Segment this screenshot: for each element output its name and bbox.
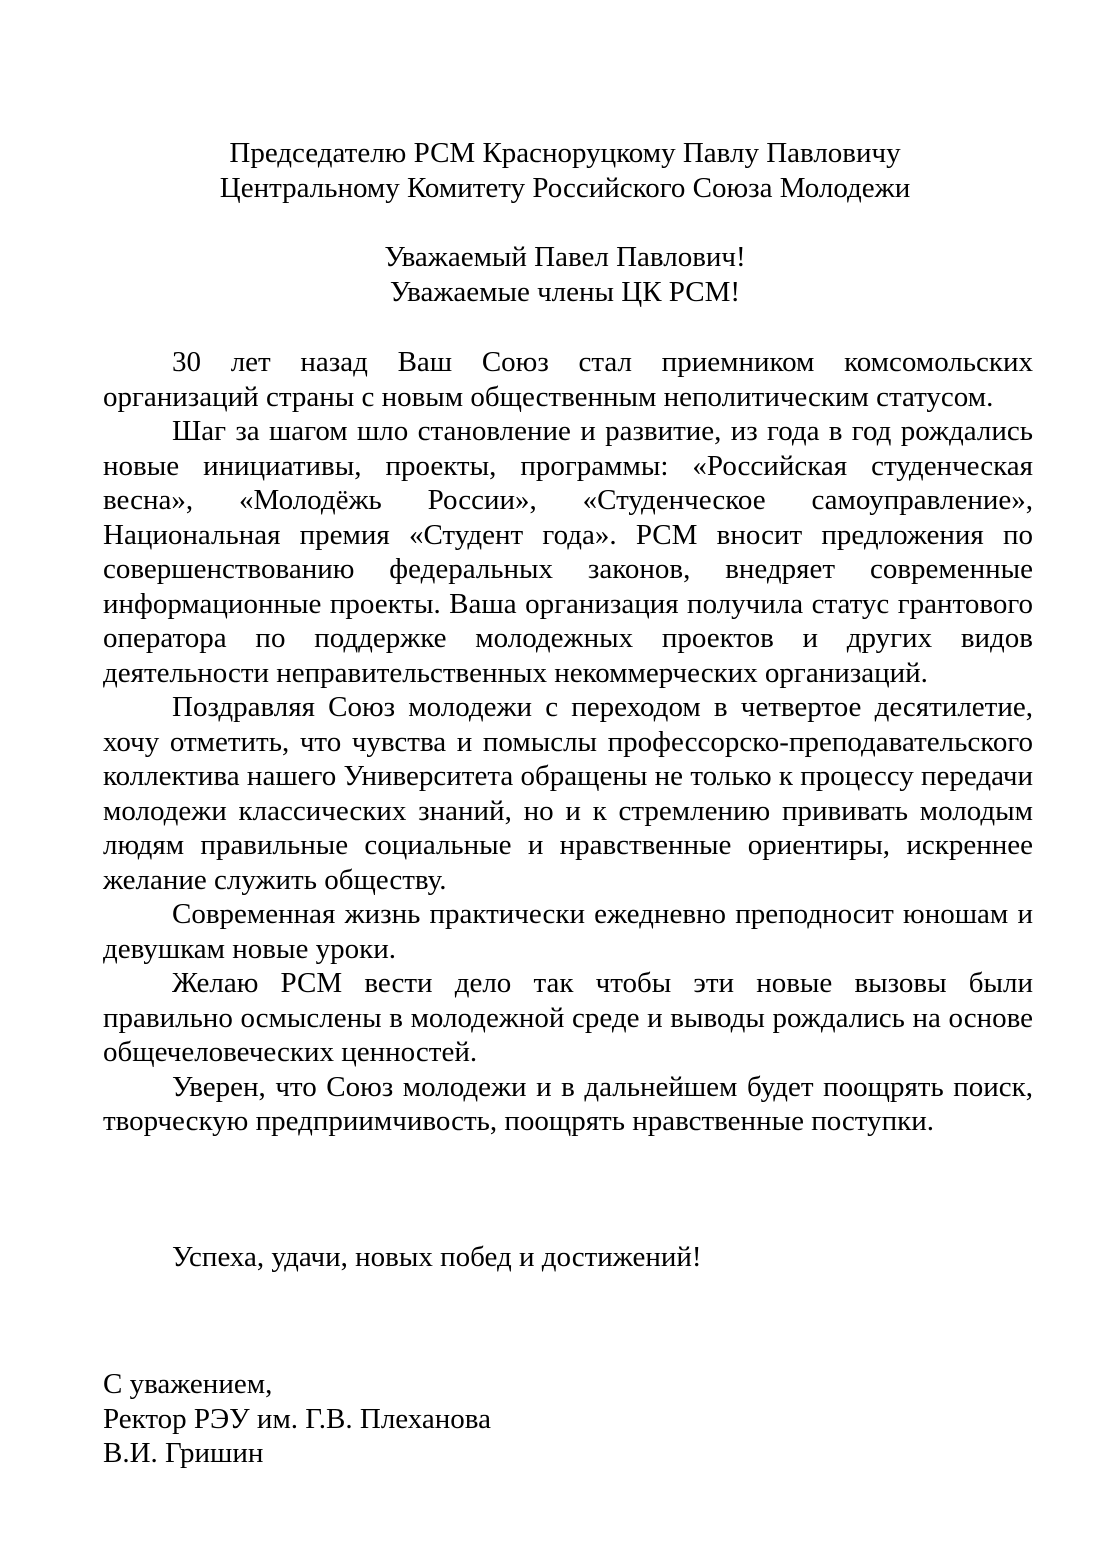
- salutation-line: Уважаемый Павел Павлович!: [384, 241, 746, 273]
- signature-line: С уважением,: [103, 1368, 273, 1400]
- salutation-block: [0, 240, 1100, 309]
- body-paragraph: Уверен, что Союз молодежи и в дальнейшем будет поощрять поиск, творческую предприимчивость, поощрять нравственные поступки.: [103, 1070, 1033, 1137]
- closing-wish: Успеха, удачи, новых побед и достижений!: [172, 1241, 702, 1273]
- body-paragraph: Шаг за шагом шло становление и развитие, из года в год рождались новые инициативы, проекты, программы: «Российская студенческая весна», «Молодёжь России», «Студенческое самоуправление», Национальная премия «Студент года». РСМ вносит предложения по совершенствованию федеральных законов, внедряет современные информационные проекты. Ваша организация получила статус грантового оператора по поддержке молодежных проектов и других видов деятельности неправительственных некоммерческих организаций.: [103, 415, 1033, 689]
- signature-block: [103, 1367, 491, 1471]
- addressee-block: [0, 136, 1100, 205]
- signature-line: Ректор РЭУ им. Г.В. Плеханова: [103, 1402, 491, 1435]
- body-paragraph: Желаю РСМ вести дело так чтобы эти новые вызовы были правильно осмыслены в молодежной среде и выводы рождались на основе общечеловеческих ценностей.: [103, 967, 1033, 1068]
- addressee-line: Председателю РСМ Красноруцкому Павлу Павловичу: [229, 137, 901, 169]
- body-paragraph: Поздравляя Союз молодежи с переходом в четвертое десятилетие, хочу отметить, что чувства и помыслы профессорско-преподавательского коллектива нашего Университета обращены не только к процессу передачи молодежи классических знаний, но и к стремлению прививать молодым людям правильные социальные и нравственные ориентиры, искреннее желание служить обществу.: [103, 691, 1033, 896]
- body-paragraph: Современная жизнь практически ежедневно преподносит юношам и девушкам новые уроки.: [103, 898, 1033, 965]
- letter-body: [103, 345, 1033, 1139]
- signature-line: В.И. Гришин: [103, 1437, 264, 1469]
- salutation-line: Уважаемые члены ЦК РСМ!: [389, 275, 741, 308]
- addressee-line: Центральному Комитету Российского Союза Молодежи: [219, 171, 911, 204]
- body-paragraph: 30 лет назад Ваш Союз стал приемником комсомольских организаций страны с новым общественным неполитическим статусом.: [103, 346, 1033, 413]
